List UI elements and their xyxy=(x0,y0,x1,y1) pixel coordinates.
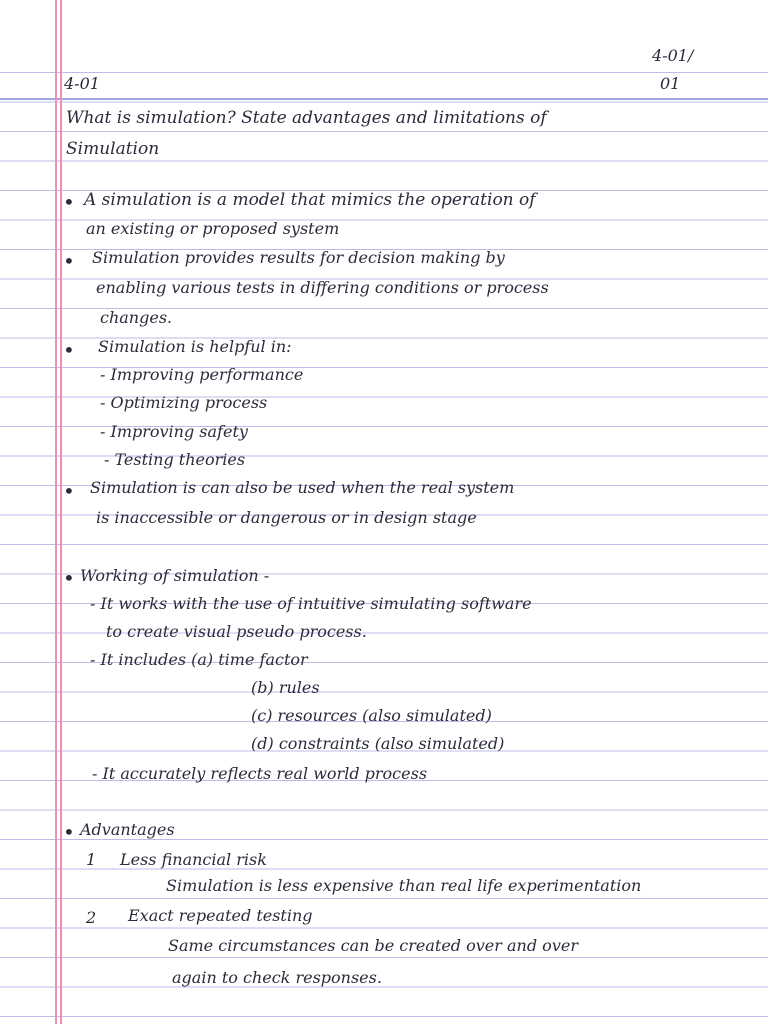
margin-line-left xyxy=(55,0,57,1024)
intro-line: - Optimizing process xyxy=(100,393,268,412)
date-right-line2: 01 xyxy=(660,74,681,93)
advantage-number: 2 xyxy=(86,908,97,927)
bullet: • xyxy=(63,338,75,362)
intro-line: an existing or proposed system xyxy=(86,219,340,238)
intro-line: - Improving safety xyxy=(100,422,248,441)
working-line: to create visual pseudo process. xyxy=(106,622,367,641)
intro-line: - Testing theories xyxy=(104,450,246,469)
question-line2: Simulation xyxy=(66,139,160,159)
working-line: - It works with the use of intuitive simulating software xyxy=(90,594,532,613)
intro-line: - Improving performance xyxy=(100,365,304,384)
bullet: • xyxy=(63,566,75,590)
intro-line: A simulation is a model that mimics the operation of xyxy=(84,190,536,210)
advantage-desc: Simulation is less expensive than real life experimentation xyxy=(166,876,642,895)
margin-line-right xyxy=(60,0,62,1024)
date-left: 4-01 xyxy=(64,74,100,93)
intro-line: is inaccessible or dangerous or in design stage xyxy=(96,508,477,527)
intro-line: Simulation is helpful in: xyxy=(98,337,292,356)
working-heading: Working of simulation - xyxy=(80,566,270,585)
advantage-desc: Same circumstances can be created over and over xyxy=(168,936,578,955)
intro-line: Simulation provides results for decision making by xyxy=(92,248,505,267)
bullet: • xyxy=(63,820,75,844)
advantage-title: Less financial risk xyxy=(120,850,267,869)
bullet: • xyxy=(63,249,75,273)
working-line: - It includes (a) time factor xyxy=(90,650,308,669)
header-rule xyxy=(0,98,768,100)
intro-line: enabling various tests in differing conditions or process xyxy=(96,278,549,297)
bullet: • xyxy=(63,190,75,214)
working-line: (c) resources (also simulated) xyxy=(251,706,492,725)
advantages-heading: Advantages xyxy=(80,820,175,839)
intro-line: Simulation is can also be used when the real system xyxy=(90,478,515,497)
working-line: (d) constraints (also simulated) xyxy=(251,734,505,753)
intro-line: changes. xyxy=(100,308,173,327)
bullet: • xyxy=(63,479,75,503)
question-line1: What is simulation? State advantages and limitations of xyxy=(66,108,547,128)
advantage-number: 1 xyxy=(86,850,97,869)
working-line: (b) rules xyxy=(251,678,320,697)
working-line: - It accurately reflects real world process xyxy=(92,764,428,783)
advantage-desc: again to check responses. xyxy=(172,968,382,987)
advantage-title: Exact repeated testing xyxy=(128,906,313,925)
date-right-line1: 4-01/ xyxy=(652,46,694,65)
